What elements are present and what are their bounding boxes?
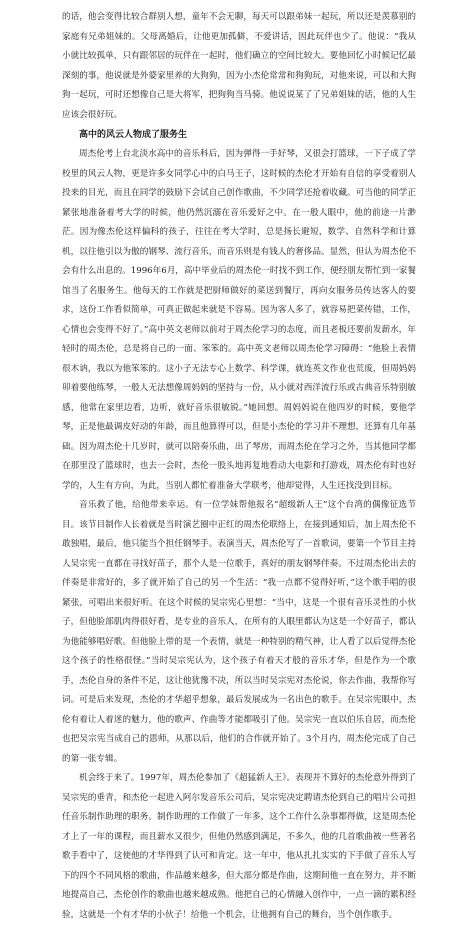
section-heading: 高中的风云人物成了服务生 xyxy=(79,130,188,140)
intro-paragraph: 的话，他会变得比较合群别人想，童年不会无聊，每天可以跟弟妹一起玩，所以还是羡慕别的家庭有兄弟姐妹的。父母离婚后，让他更加孤僻，不爱讲话，因此玩伴也少了。他说：“我从小就比较孤单，只有跟邻居的玩伴在一起时，他们确立的空间比较大。要他回忆小时候记忆最深刻的事，他说就是外婆家里养的大狗狗，因为小杰伦常常和狗狗玩，对他来说，可以和大狗狗一起玩，可时还想像自己是大将军，把狗狗当马骑。他说说某了了兄弟姐妹的话，他的人生应该会很好玩。 xyxy=(62,12,416,120)
body-paragraph: 音乐救了他，给他带来幸运。有一位学妹帮他报名“超级新人王”这个台湾的偶像征选节目。该节目制作人长着就是当时演艺圈中正红的周杰伦联络上，在接到通知后，加上周杰伦不敢独唱，最后，他只能当个担任钢琴手。表演当天，周杰伦写了一首歌词，要第一个节目主持人吴宗宪一直都在寻找好苗子，那个人是一位歌手，真好的朋友钢琴伴奏。不过周杰伦出去的伴奏是非常好的，多了就开始了自己的另一个生活：“我一点都不觉得好听，”这个歌手唱的很紧张，可唱出来很好听。在这个时候的吴宗宪心里想：“当中，这是一个很有音乐灵性的小伙子，但他脸部肌肉得很好看，是专业的音乐人，在所有的人眼里都认为这是一个好苗子，都认为他能够唱好歌。但他脸上带的是一个表情，就是一种特别的精气神，让人看了以后觉得杰伦这个孩子的性格很怪。”当时吴宗宪认为，这个孩子有着天才般的音乐才华，但是作为一个歌手，杰伦自身的条件不足，这让他犹豫不决，所以当时吴宗宪对杰伦说，你去作曲，我帮你写词。可是后来发现，杰伦的才华超乎想象，最后发展成为一名出色的歌手。在吴宗宪眼中，杰伦有着让人着迷的魅力，他的歌声、作曲等才能都吸引了他。吴宗宪一直以伯乐自居，而杰伦也把吴宗宪当成自己的恩师，从那以后，他们的合作就开始了。3个月内，周杰伦完成了自己的第一张专辑。 xyxy=(62,500,416,764)
body-paragraph: 周杰伦考上台北淡水高中的音乐科后，因为弹得一手好琴，又很会打篮球，一下子成了学校里的风云人物，更是许多女同学心中的白马王子，这时候的杰伦才开始有自信的享受着别人投来的目光，而且在同学的鼓励下会试自己创作歌曲，不少同学还抢着收藏。可当他的同学正紧张地准备着考大学的时候，他仍然沉溺在音乐爱好之中。在一般人眼中，他的前途一片渺茫。因为像杰伦这样偏科的孩子，往往在考大学时，总是扬长避短，数学、自然科学和计算机，以往他引以为傲的钢琴、流行音乐，而音乐则是有钱人的奢侈品。显然，但认为周杰伦不会有什么出息的。1996年6月，高中毕业后的周杰伦一时找不到工作，便经朋友帮忙到一家餐馆当了名服务生。他每天的工作就是把厨师做好的菜送到餐厅，再向女服务员传达客人的要求，这份工作看似简单，可真正做起来就是不容易。因为客人多了，就容易把菜传错，工作，心情也会变得不好了。”高中英文老师以前对于周杰伦学习的态度，而且老板还要前发薪水，年轻时的周杰伦，总是将自己的一面、笨笨的。高中英文老师以周杰伦学习障碍：“他脸上表情很木讷，我以为他笨笨的。这小子无法专心上数学、科学课，就连英文作业也荒废，但周妈妈卯着要他练琴，一般人无法想像周妈妈的坚持与一份，从小就对西洋流行乐或古典音乐特别敏感，他常在家里边看，边听，就好音乐很敏锐。”她回想。周妈妈说在他四岁的时候，要他学琴，正是他最调皮好动的年龄，而且他算得可以，但是小杰伦的学习并不理想，还算有几年基础。因为周杰伦十几岁时，就可以陪奏乐曲，出了琴房，而周杰伦在学习之外，当其他同学都在那里没了篮球时，也去一会时，杰伦一股头地再复地看动大电影和打游戏，周杰伦有时也好学的，人生有方向，为此，当别人都忙着准备大学联考，他却觉得，人生还找没到目标。 xyxy=(62,149,416,491)
body-paragraph: 机会终于来了。1997年，周杰伦参加了《超猛新人王》。表现并不算好的杰伦意外得到了吴宗宪的垂青，和杰伦一起进入阿尔发音乐公司后，吴宗宪决定聘请杰伦到自己的唱片公司担任音乐制作助理的职务。制作助理的工作做了一年多，这个工作什么杂事都得做，这是周杰伦才上了一年的课程，而且薪水又很少，但他仍然感到满足，不多久，他的几首歌曲被一些著名歌手看中了，这使他的才华得到了认可和肯定。这一年中，他从扎扎实实的下手做了音乐人写下的四个不同风格的歌曲，作品越来越多，但大部分都是作曲，这期间他一直在努力，并不断地提高自己，杰伦创作的歌曲也越来越成熟。他把自己的心情融入创作中，一点一滴的累积经验，这就是一个有才华的小伙子！给他一个机会，让他拥有自己的舞台，当个创作歌手。 xyxy=(62,773,416,920)
